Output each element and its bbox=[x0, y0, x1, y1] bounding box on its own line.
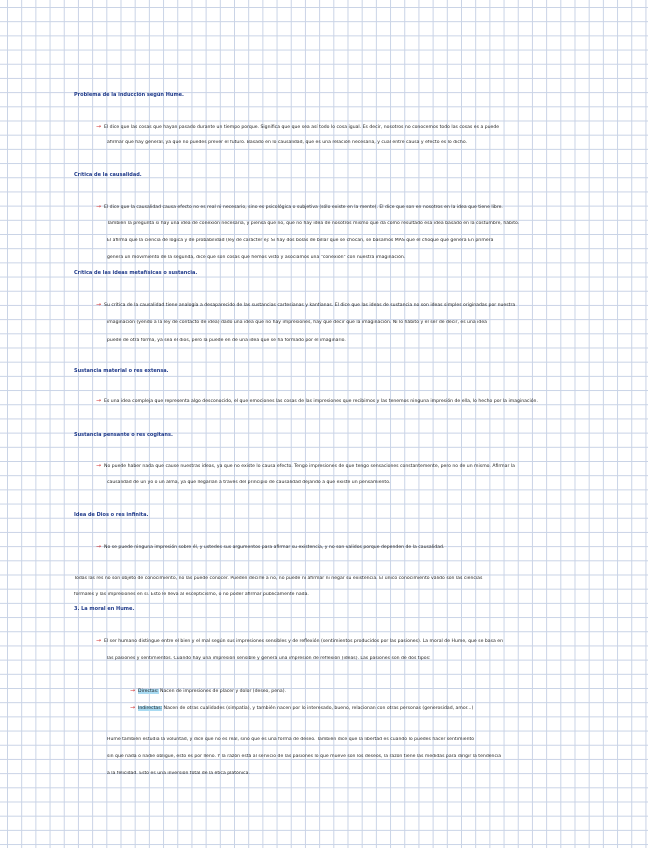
heading-problema-induccion: Problema de la inducción según Hume. bbox=[74, 92, 184, 98]
arrow-icon: → bbox=[96, 398, 102, 404]
para-line: las pasiones y sentimientos. Cuando hay una impresión sensible y genera una impresión de reflexión (ideas). Las pasiones son de dos tipos: bbox=[107, 656, 431, 661]
arrow-icon: → bbox=[130, 688, 136, 694]
para-line: Hume también estudia la voluntad, y dice que no es real, sino que es una forma de deseo. También dice que la libertad es cuando lo puedes hacer sentimiento bbox=[107, 737, 475, 742]
para-line: → El dice que la causalidad causa efecto no es real ni necesario, sino es psicológica o subjetiva (sólo existe en la mente). El dice que son en nosotros en la idea que tiene libre. bbox=[96, 204, 503, 210]
para-line: genera un movimiento de la segunda, dice que son cosas que hemos visto y asociamos una "conexión" con nuestra imaginación. bbox=[107, 255, 406, 260]
sub-item-indirectas: → Indirectas: Nacen de otras cualidades (simpatía), y también nacen por lo interesado, bueno, relacionan con otras personas (generosidad, amor...) bbox=[130, 705, 474, 711]
para-line: afirmar que hay general, ya que no puedes prever el futuro. Basado en lo causalidad, que es una relación necesaria, y cual entre causa y efecto es lo dicho. bbox=[107, 140, 468, 145]
heading-sustancia-pensante: Sustancia pensante o res cogitans. bbox=[74, 432, 173, 438]
sub-label: Directas: bbox=[138, 689, 159, 694]
para-line: → Es una idea compleja que representa algo desconocido, el que emociones las cosas de las impresiones que recibimos y las tenemos ninguna impresión de ella, lo hecho por la imaginación. bbox=[96, 398, 538, 404]
para-line: sin que nada o nadie obligue, esto es por lleno. Y la razón está al servicio de las pasiones lo que mueve son los deseos, la razón tiene las medidas para dirigir la tendencia bbox=[107, 754, 502, 759]
heading-moral-hume: 3. La moral en Hume. bbox=[74, 606, 135, 612]
para-line: → Su crítica de la causalidad tiene analogía a desaparecido de las sustancias cartesianas y kantianas. El dice que las ideas de sustancia no son ideas simples originadas por nuestra bbox=[96, 302, 516, 308]
para-line: formales y las impresiones en sí. Esto le lleva al escepticismo, o no poder afirmar públicamente nada. bbox=[74, 592, 309, 597]
heading-critica-causalidad: Crítica de la causalidad. bbox=[74, 172, 142, 178]
arrow-icon: → bbox=[96, 544, 102, 550]
arrow-icon: → bbox=[96, 638, 102, 644]
heading-idea-dios: Idea de Dios o res infinita. bbox=[74, 512, 149, 518]
para-line: → El dice que las cosas que hayan pasado durante un tiempo porque. Significa que que sea así todo lo cosa igual. Es decir, nosotros no conocemos todo las cosas es a puede bbox=[96, 124, 500, 130]
heading-sustancia-material: Sustancia material o res extensa. bbox=[74, 368, 169, 374]
para-line: → El ser humano distingue entre el bien y el mal según sus impresiones sensibles y de reflexión (sentimientos producidos por las pasiones). La moral de Hume, que se basa en bbox=[96, 638, 504, 644]
para-line: → No puede haber nada que cause nuestras ideas, ya que no existe lo causa efecto. Tengo impresiones de que tengo sensaciones constantemente, pero no de un mismo. Afirmar la bbox=[96, 463, 515, 469]
para-line: a la felicidad. Esto es una inversión total de la ética platónica. bbox=[107, 771, 250, 776]
arrow-icon: → bbox=[96, 463, 102, 469]
para-line: imaginación (yendo a la ley de contacto de idea) dado una idea que no hay impresiones, hay que decir que la imaginación. Ni lo hábito y el ser de decir, es una idea bbox=[107, 320, 487, 325]
para-line: Todas las res no son objeto de conocimiento, no las puede conocer. Pueden decirle a no, no puede ni afirmar ni negar su existencia. El único conocimiento válido son las ciencias bbox=[74, 576, 483, 581]
para-line: → No se puede ninguna impresión sobre él, y ustedes sus argumentos para afirmar su existencia, y no son validos porque dependen de la causalidad. bbox=[96, 544, 445, 550]
para-line: El afirma que la ciencia de lógica y de probabilidad (ley de carácter ej: Si hay dos bolas de billar que se chocan, se basamos MÁS que el choque que genera En primera bbox=[107, 238, 494, 243]
para-line: También la pregunta si hay una idea de conexión necesaria, y piensa que no, que no hay idea de nosotros mismo que da como resultado esa idea basado en la costumbre, hábito. bbox=[107, 221, 520, 226]
arrow-icon: → bbox=[130, 705, 136, 711]
sub-item-directas: → Directas: Nacen de impresiones de placer y dolor (deseo, pena). bbox=[130, 688, 287, 694]
arrow-icon: → bbox=[96, 302, 102, 308]
sub-label: Indirectas: bbox=[138, 706, 163, 711]
arrow-icon: → bbox=[96, 204, 102, 210]
heading-critica-metafisicas: Crítica de las ideas metafísicas o sustancia. bbox=[74, 270, 198, 276]
para-line: puede de otra forma, ya sea el dios, pero la puede en de una idea que se ha formado por el imaginario. bbox=[107, 338, 346, 343]
para-line: causalidad de un yo o un alma, ya que llegarían a través del principio de causalidad dejando a que existe un pensamiento. bbox=[107, 480, 391, 485]
arrow-icon: → bbox=[96, 124, 102, 130]
